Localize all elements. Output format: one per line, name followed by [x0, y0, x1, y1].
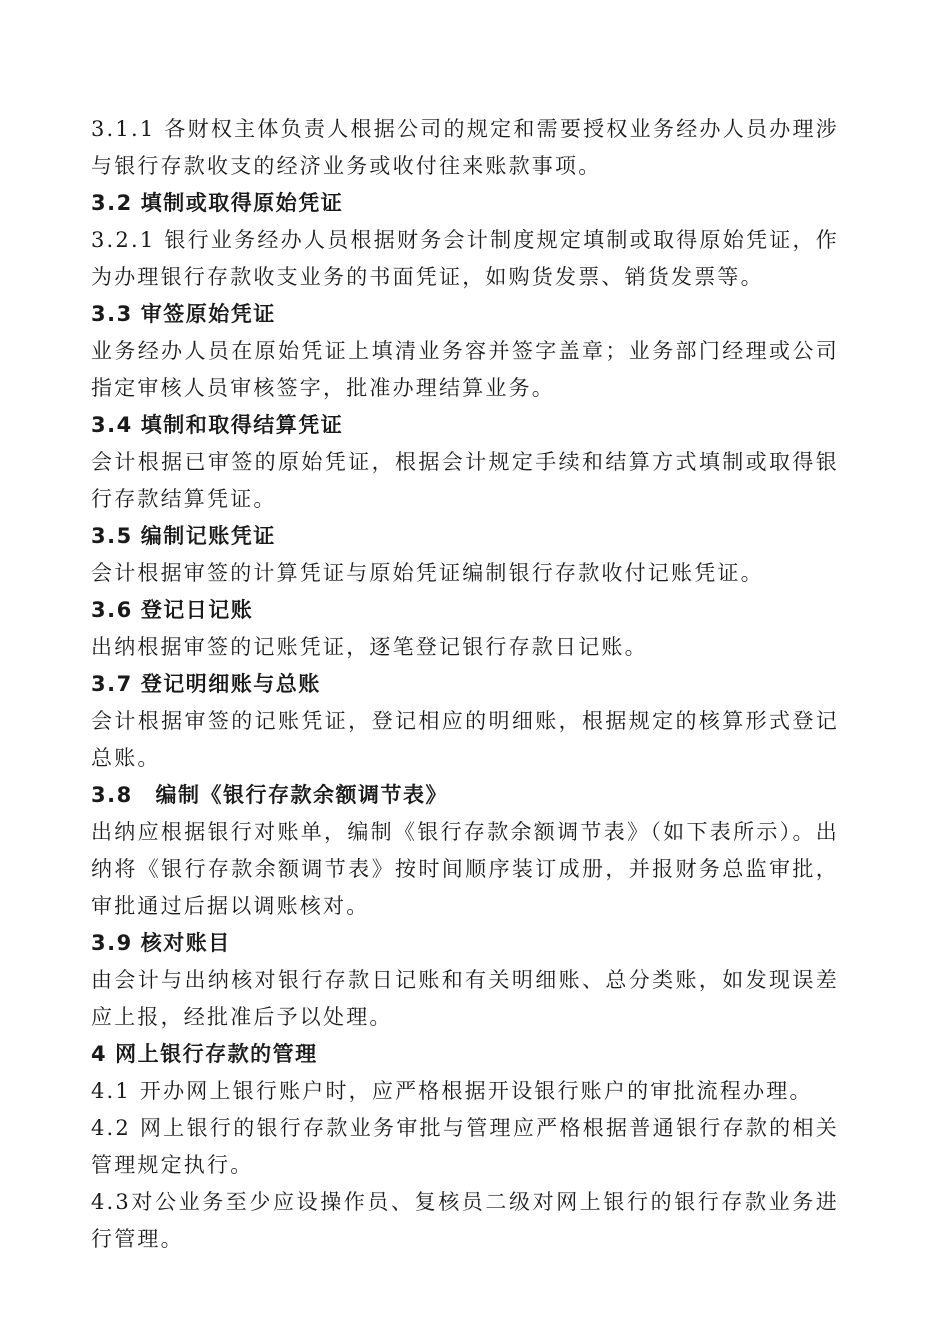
- heading-number: 3.9: [91, 931, 133, 955]
- heading-title: 核对账目: [140, 931, 231, 955]
- paragraph-3-1-1: 3.1.1 各财权主体负责人根据公司的规定和需要授权业务经办人员办理涉与银行存款收支的经济业务或收付往来账款事项。: [91, 117, 839, 178]
- heading-title: 编制记账凭证: [140, 524, 276, 548]
- paragraph-3-4: 会计根据已审签的原始凭证，根据会计规定手续和结算方式填制或取得银行存款结算凭证。: [91, 450, 839, 511]
- paragraph-3-8: 出纳应根据银行对账单，编制《银行存款余额调节表》（如下表所示）。出纳将《银行存款余额调节表》按时间顺序装订成册，并报财务总监审批，审批通过后据以调账核对。: [91, 820, 839, 918]
- heading-number: 3.6: [91, 598, 133, 622]
- heading-3-6: [91, 592, 839, 629]
- heading-title: 登记日记账: [140, 598, 254, 622]
- paragraph-3-2-1: 3.2.1 银行业务经办人员根据财务会计制度规定填制或取得原始凭证，作为办理银行存款收支业务的书面凭证，如购货发票、销货发票等。: [91, 228, 839, 289]
- document-body: [91, 111, 839, 1258]
- heading-3-7: [91, 666, 839, 703]
- paragraph-3-3: 业务经办人员在原始凭证上填清业务容并签字盖章；业务部门经理或公司指定审核人员审核签字，批准办理结算业务。: [91, 339, 839, 400]
- heading-title: 网上银行存款的管理: [115, 1042, 318, 1066]
- heading-4: [91, 1036, 839, 1073]
- heading-3-5: [91, 518, 839, 555]
- paragraph-4-1: 4.1 开办网上银行账户时，应严格根据开设银行账户的审批流程办理。: [91, 1079, 813, 1103]
- heading-title: 编制《银行存款余额调节表》: [155, 783, 449, 807]
- heading-number: 3.4: [91, 413, 133, 437]
- heading-3-8: [91, 777, 839, 814]
- heading-title: 审签原始凭证: [140, 302, 276, 326]
- heading-number: 3.8: [91, 783, 142, 807]
- heading-title: 填制和取得结算凭证: [140, 413, 344, 437]
- heading-title: 填制或取得原始凭证: [140, 191, 344, 215]
- paragraph-3-7: 会计根据审签的记账凭证，登记相应的明细账，根据规定的核算形式登记总账。: [91, 709, 839, 770]
- paragraph-3-9: 由会计与出纳核对银行存款日记账和有关明细账、总分类账，如发现误差应上报，经批准后予以处理。: [91, 968, 839, 1029]
- paragraph-4-3: 4.3对公业务至少应设操作员、复核员二级对网上银行的银行存款业务进行管理。: [91, 1190, 839, 1251]
- heading-number: 3.5: [91, 524, 133, 548]
- heading-title: 登记明细账与总账: [140, 672, 321, 696]
- heading-3-9: [91, 925, 839, 962]
- paragraph-4-2: 4.2 网上银行的银行存款业务审批与管理应严格根据普通银行存款的相关管理规定执行。: [91, 1116, 839, 1177]
- heading-number: 3.7: [91, 672, 133, 696]
- heading-3-2: [91, 185, 839, 222]
- heading-number: 3.2: [91, 191, 133, 215]
- heading-3-3: [91, 296, 839, 333]
- heading-3-4: [91, 407, 839, 444]
- paragraph-3-5: 会计根据审签的计算凭证与原始凭证编制银行存款收付记账凭证。: [91, 561, 764, 585]
- heading-number: 3.3: [91, 302, 133, 326]
- heading-number: 4: [91, 1042, 108, 1066]
- paragraph-3-6: 出纳根据审签的记账凭证，逐笔登记银行存款日记账。: [91, 635, 648, 659]
